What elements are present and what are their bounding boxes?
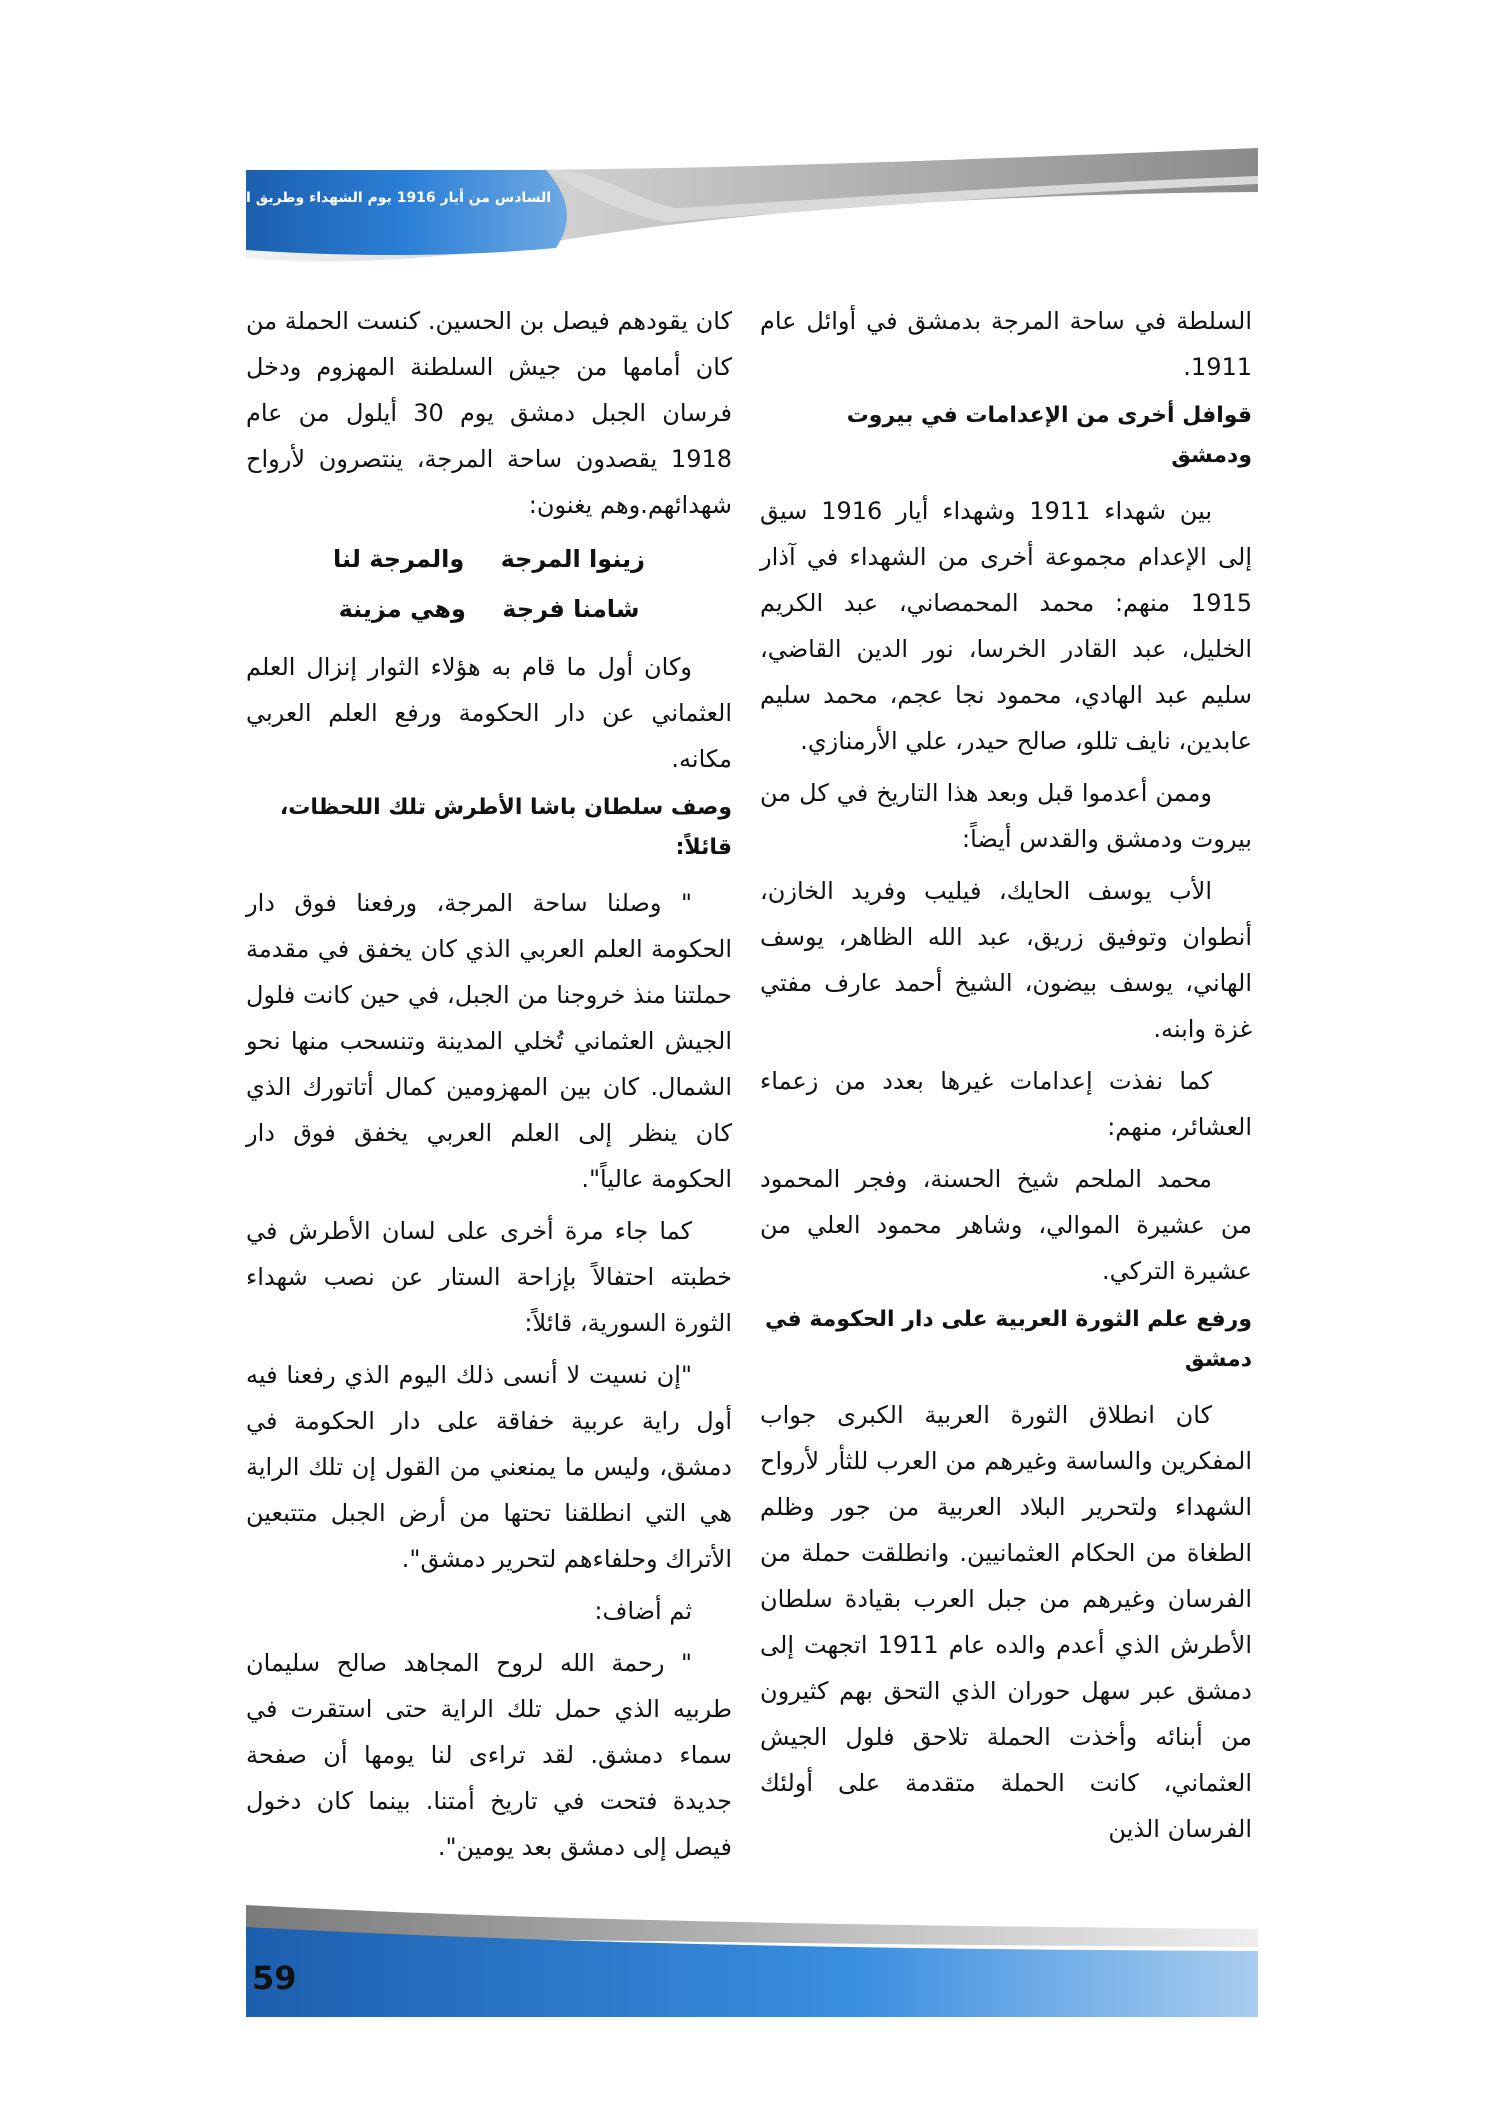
paragraph: محمد الملحم شيخ الحسنة، وفجر المحمود من عشيرة الموالي، وشاهر محمود العلي من عشيرة التركي. [760,1165,1252,1285]
section-heading: ورفع علم الثورة العربية على دار الحكومة في دمشق [765,1307,1252,1372]
verse-hemistich: زينوا المرجة [500,545,645,573]
header-swoosh [202,148,1258,268]
paragraph: كان يقودهم فيصل بن الحسين. كنست الحملة من كان أمامها من جيش السلطنة المهزوم ودخل فرسان الجبل دمشق يوم 30 أيلول من عام 1918 يقصدون ساحة المرجة، ينتصرون لأرواح شهدائهم.وهم يغنون: [246,307,732,519]
right-column [760,298,1252,1858]
header-banner [202,148,1258,268]
quote: " رحمة الله لروح المجاهد صالح سليمان طربيه الذي حمل تلك الراية حتى استقرت في سماء دمشق. لقد تراءى لنا يومها أن صفحة جديدة فتحت في تاريخ أمتنا. بينما كان دخول فيصل إلى دمشق بعد يومين". [246,1649,732,1861]
footer-banner [246,1905,1258,2025]
quote: " وصلنا ساحة المرجة، ورفعنا فوق دار الحكومة العلم العربي الذي كان يخفق في مقدمة حملتنا منذ خروجنا من الجبل، في حين كانت فلول الجيش العثماني تُخلي المدينة وتنسحب منها نحو الشمال. كان بين المهزومين كمال أتاتورك الذي كان ينظر إلى العلم العربي يخفق فوق دار الحكومة عالياً". [246,889,732,1193]
section-heading: قوافل أخرى من الإعدامات في بيروت ودمشق [846,403,1252,468]
left-column [246,298,732,1876]
paragraph: وكان أول ما قام به هؤلاء الثوار إنزال العلم العثماني عن دار الحكومة ورفع العلم العربي مكانه. [246,653,732,773]
paragraph: وممن أعدموا قبل وبعد هذا التاريخ في كل من بيروت ودمشق والقدس أيضاً: [760,779,1252,853]
page-number: 59 [252,1959,297,1997]
paragraph: الأب يوسف الحايك، فيليب وفريد الخازن، أنطوان وتوفيق زريق، عبد الله الظاهر، يوسف الهاني، يوسف بيضون، الشيخ أحمد عارف مفتي غزة وابنه. [760,877,1252,1043]
verse-hemistich: وهي مزينة [338,595,466,623]
verse-hemistich: شامنا فرجة [502,595,640,623]
paragraph: بين شهداء 1911 وشهداء أيار 1916 سيق إلى الإعدام مجموعة أخرى من الشهداء في آذار 1915 منهم: محمد المحمصاني، عبد الكريم الخليل، عبد القادر الخرسا، نور الدين القاضي، سليم عبد الهادي، محمود نجا عجم، محمد سليم عابدين، نايف تللو، صالح حيدر، علي الأرمنازي. [760,497,1252,755]
verse-line [246,584,732,634]
paragraph: كان انطلاق الثورة العربية الكبرى جواب المفكرين والساسة وغيرهم من العرب للثأر لأرواح الشهداء ولتحرير البلاد العربية من جور وظلم الطغاة من الحكام العثمانيين. وانطلقت حملة من الفرسان وغيرهم من جبل العرب بقيادة سلطان الأطرش الذي أعدم والده عام 1911 اتجهت إلى دمشق عبر سهل حوران الذي التحق بهم كثيرون من أبنائه وأخذت الحملة تلاحق فلول الجيش العثماني، كانت الحملة متقدمة على أولئك الفرسان الذين [760,1401,1252,1843]
verse-line [246,534,732,584]
song-verse [246,534,732,634]
paragraph: كما جاء مرة أخرى على لسان الأطرش في خطبته احتفالاً بإزاحة الستار عن نصب شهداء الثورة السورية، قائلاً: [246,1217,732,1337]
footer-swoosh [246,1905,1258,2025]
paragraph: ثم أضاف: [594,1597,692,1625]
quote: "إن نسيت لا أنسى ذلك اليوم الذي رفعنا فيه أول راية عربية خفاقة على دار الحكومة في دمشق، وليس ما يمنعني من القول إن تلك الراية هي التي انطلقنا تحتها من أرض الجبل متتبعين الأتراك وحلفاءهم لتحرير دمشق". [246,1361,732,1573]
paragraph: كما نفذت إعدامات غيرها بعدد من زعماء العشائر، منهم: [760,1067,1252,1141]
section-heading: وصف سلطان باشا الأطرش تلك اللحظات، قائلاً: [279,795,732,860]
paragraph: السلطة في ساحة المرجة بدمشق في أوائل عام 1911. [760,307,1252,381]
header-title: السادس من أيار 1916 يوم الشهداء وطريق التحرير [202,190,551,206]
verse-hemistich: والمرجة لنا [333,545,465,573]
